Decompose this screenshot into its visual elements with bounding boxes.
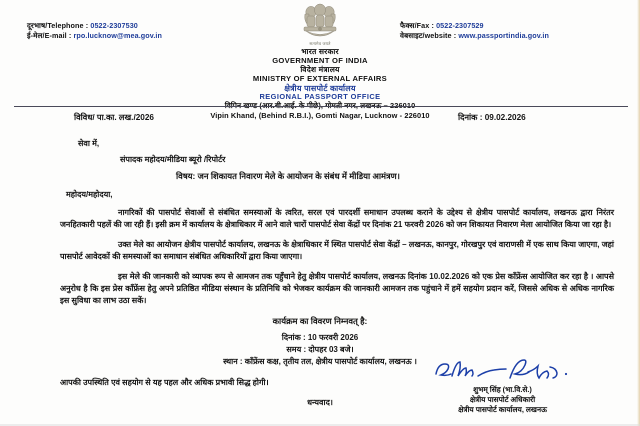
paragraph-1: नागरिकों की पासपोर्ट सेवाओं से संबंधित समस्याओं के त्वरित, सरल एवं पारदर्शी समाधान उपलब्ध कराने के उद्देश्य से क्षेत्रीय पासपोर्ट कार्यालय, लखनऊ द्वारा निरंतर जनहितकारी पहलें की जा रही हैं। इसी क्रम में कार्यालय के क्षेत्राधिकार में आने वाले चारों पासपोर्ट सेवा केंद्रों पर दिनांक 21 फरवरी 2026 को जन शिकायत निवारण मेला आयोजित किया जा रहा है। <box>60 208 614 230</box>
reference-row <box>0 112 640 128</box>
salutation: महोदय/महोदया, <box>66 190 113 199</box>
emblem-motto: सत्यमेव जयते <box>309 41 331 46</box>
signature-block <box>395 358 610 415</box>
website-value[interactable]: www.passportindia.gov.in <box>458 31 549 41</box>
office-english: REGIONAL PASSPORT OFFICE <box>259 92 381 102</box>
ashoka-lion-capital-icon <box>298 2 342 42</box>
program-time: समय : दोपहर 03 बजे। <box>286 344 354 354</box>
header-divider <box>14 106 628 107</box>
email-value[interactable]: rpo.lucknow@mea.gov.in <box>73 31 163 41</box>
website-label: वेबसाइट/website : <box>400 31 457 41</box>
telephone-line <box>27 21 162 31</box>
paragraph-2: उक्त मेले का आयोजन क्षेत्रीय पासपोर्ट कार्यालय, लखनऊ के क्षेत्राधिकार में स्थित पासपोर्ट सेवा केंद्रों – लखनऊ, कानपुर, गोरखपुर एवं वाराणसी में एक साथ किया जाएगा, जहां पासपोर्ट आवेदकों की समस्याओं का समाधान संबंधित अधिकारियों द्वारा किया जाएगा। <box>60 239 614 262</box>
office-hindi: क्षेत्रीय पासपोर्ट कार्यालय <box>284 83 356 93</box>
telephone-label: दूरभाष/Telephone : <box>27 21 89 30</box>
address-hindi: विपिन खण्ड (आर.बी.आई. के पीछे), गोमती नगर, लखनऊ – 226010 <box>224 101 416 111</box>
fax-value: 0522-2307529 <box>436 21 484 30</box>
date-value: 09.02.2026 <box>484 113 526 122</box>
contact-block-right <box>400 21 549 42</box>
program-date: दिनांक : 10 फरवरी 2026 <box>281 332 359 342</box>
closing-line: आपकी उपस्थिति एवं सहयोग से यह पहल और अधिक प्रभावी सिद्ध होगी। <box>60 377 269 387</box>
reference-number: विविध/ पा.का. लख./2026 <box>74 113 154 122</box>
signatory-office: क्षेत्रीय पासपोर्ट कार्यालय, लखनऊ <box>458 404 547 414</box>
thanks-line: धन्यवाद। <box>307 397 333 407</box>
government-english: GOVERNMENT OF INDIA <box>272 55 368 65</box>
date-label: दिनांक : <box>458 113 483 122</box>
fax-label: फैक्स/Fax : <box>400 21 434 30</box>
email-line <box>27 31 162 41</box>
contact-block-left <box>27 21 162 42</box>
signatory-name: शुभम् सिंह (भा.वि.से.) <box>473 385 532 394</box>
letter-date <box>458 112 526 123</box>
program-heading: कार्यक्रम का विवरण निम्नवत् है: <box>272 315 368 326</box>
website-line <box>400 31 549 41</box>
to-label: सेवा में, <box>78 139 100 148</box>
signatory-designation: क्षेत्रीय पासपोर्ट अधिकारी <box>469 394 536 404</box>
government-hindi: भारत सरकार <box>301 47 339 56</box>
fax-line <box>400 21 549 31</box>
ministry-hindi: विदेश मंत्रालय <box>300 64 340 74</box>
addressee: संपादक महोदय/मीडिया ब्यूरो /रिपोर्टर <box>120 155 226 164</box>
national-emblem <box>296 2 344 48</box>
organisation-block <box>0 48 640 120</box>
telephone-value: 0522-2307530 <box>90 21 138 30</box>
program-venue: स्थान : कॉंफ्रेंस कक्ष, तृतीय तल, क्षेत्रीय पासपोर्ट कार्यालय, लखनऊ । <box>223 356 417 366</box>
ministry-english: MINISTRY OF EXTERNAL AFFAIRS <box>252 73 388 83</box>
email-label: ई-मेल/E-mail : <box>27 31 72 41</box>
subject-line: विषय: जन शिकायत निवारण मेले के आयोजन के संबंध में मीडिया आमंत्रण। <box>176 171 400 181</box>
handwritten-signature-icon <box>428 358 578 384</box>
address-english: Vipin Khand, (Behind R.B.I.), Gomti Nagar, Lucknow - 226010 <box>210 110 430 120</box>
paragraph-3: इस मेले की जानकारी को व्यापक रूप से आमजन तक पहुँचाने हेतु क्षेत्रीय पासपोर्ट कार्यालय, लखनऊ दिनांक 10.02.2026 को एक प्रेस कॉंफ्रेंस आयोजित कर रहा है । आपसे अनुरोध है कि इस प्रेस कॉंफ्रेंस हेतु अपने प्रतिष्ठित मीडिया संस्थान के प्रतिनिधि को भेजकर कार्यक्रम की जानकारी आमजन तक पहुंचाने में हमें सहयोग प्रदान करें, जिससे अधिक से अधिक नागरिक इस सुविधा का लाभ उठा सकें। <box>60 271 614 306</box>
